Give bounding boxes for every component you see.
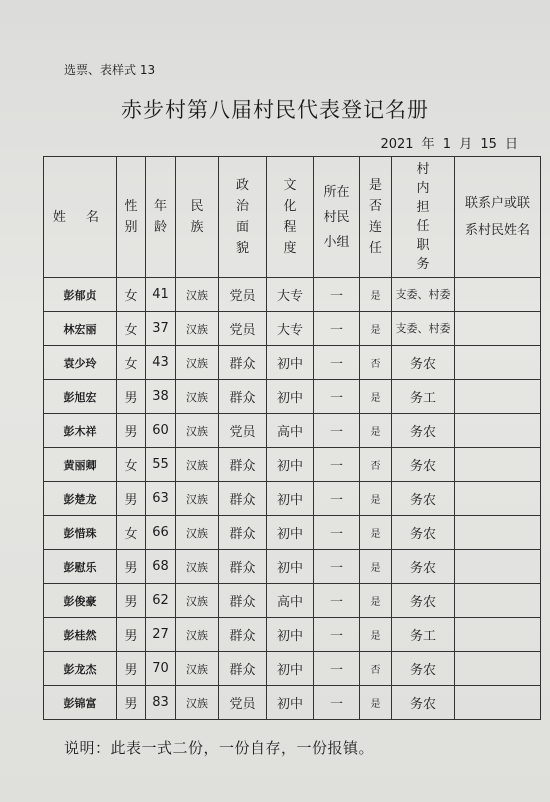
cell-duty: 务农 (392, 584, 455, 618)
cell-reelected: 否 (360, 346, 392, 380)
cell-age: 37 (146, 312, 176, 346)
cell-politics: 群众 (219, 618, 267, 652)
cell-contact (455, 448, 541, 482)
cell-group: 一 (314, 516, 360, 550)
table-header-row (44, 157, 541, 278)
cell-group: 一 (314, 618, 360, 652)
cell-contact (455, 346, 541, 380)
cell-education: 初中 (267, 482, 314, 516)
table-row (44, 346, 541, 380)
cell-sex: 男 (117, 482, 146, 516)
cell-name: 彭楚龙 (44, 482, 117, 516)
cell-politics: 群众 (219, 380, 267, 414)
cell-age: 83 (146, 686, 176, 720)
cell-name: 彭惜珠 (44, 516, 117, 550)
cell-duty: 务工 (392, 380, 455, 414)
cell-name: 袁少玲 (44, 346, 117, 380)
registration-date: 2021 年 1 月 15 日 (380, 137, 518, 152)
cell-sex: 女 (117, 448, 146, 482)
cell-name: 彭俊豪 (44, 584, 117, 618)
cell-education: 初中 (267, 686, 314, 720)
cell-contact (455, 312, 541, 346)
cell-group: 一 (314, 686, 360, 720)
cell-ethnicity: 汉族 (176, 652, 219, 686)
header-politics: 政治面貌 (219, 157, 267, 278)
cell-education: 大专 (267, 312, 314, 346)
cell-group: 一 (314, 380, 360, 414)
cell-reelected: 否 (360, 652, 392, 686)
cell-reelected: 是 (360, 584, 392, 618)
cell-sex: 女 (117, 346, 146, 380)
table-row (44, 482, 541, 516)
cell-duty: 务工 (392, 618, 455, 652)
cell-reelected: 是 (360, 414, 392, 448)
cell-politics: 群众 (219, 516, 267, 550)
cell-education: 高中 (267, 414, 314, 448)
cell-ethnicity: 汉族 (176, 414, 219, 448)
cell-name: 彭锦富 (44, 686, 117, 720)
cell-group: 一 (314, 346, 360, 380)
cell-ethnicity: 汉族 (176, 380, 219, 414)
table-row (44, 380, 541, 414)
cell-group: 一 (314, 482, 360, 516)
cell-ethnicity: 汉族 (176, 346, 219, 380)
cell-ethnicity: 汉族 (176, 686, 219, 720)
header-sex: 性别 (117, 157, 146, 278)
cell-contact (455, 652, 541, 686)
cell-reelected: 是 (360, 550, 392, 584)
cell-reelected: 是 (360, 516, 392, 550)
cell-education: 初中 (267, 380, 314, 414)
header-ethnicity: 民族 (176, 157, 219, 278)
cell-age: 41 (146, 278, 176, 312)
cell-reelected: 是 (360, 686, 392, 720)
cell-age: 38 (146, 380, 176, 414)
cell-politics: 党员 (219, 312, 267, 346)
table-row (44, 448, 541, 482)
cell-group: 一 (314, 448, 360, 482)
cell-reelected: 是 (360, 278, 392, 312)
cell-contact (455, 482, 541, 516)
cell-contact (455, 516, 541, 550)
table-row (44, 312, 541, 346)
cell-sex: 男 (117, 584, 146, 618)
cell-education: 初中 (267, 550, 314, 584)
table-row (44, 414, 541, 448)
table-row (44, 550, 541, 584)
cell-age: 63 (146, 482, 176, 516)
header-name: 姓 名 (44, 157, 117, 278)
cell-sex: 男 (117, 618, 146, 652)
table-row (44, 584, 541, 618)
cell-duty: 务农 (392, 516, 455, 550)
cell-age: 55 (146, 448, 176, 482)
cell-education: 初中 (267, 448, 314, 482)
header-age: 年龄 (146, 157, 176, 278)
cell-contact (455, 380, 541, 414)
cell-duty: 务农 (392, 686, 455, 720)
header-duty: 村内担任职务 (392, 157, 455, 278)
cell-reelected: 是 (360, 482, 392, 516)
cell-ethnicity: 汉族 (176, 448, 219, 482)
cell-politics: 党员 (219, 414, 267, 448)
cell-ethnicity: 汉族 (176, 312, 219, 346)
cell-name: 彭郁贞 (44, 278, 117, 312)
cell-group: 一 (314, 312, 360, 346)
cell-politics: 党员 (219, 278, 267, 312)
cell-education: 初中 (267, 618, 314, 652)
cell-sex: 女 (117, 516, 146, 550)
cell-sex: 男 (117, 550, 146, 584)
cell-age: 43 (146, 346, 176, 380)
cell-ethnicity: 汉族 (176, 516, 219, 550)
cell-politics: 群众 (219, 346, 267, 380)
cell-duty: 务农 (392, 652, 455, 686)
cell-name: 彭旭宏 (44, 380, 117, 414)
cell-duty: 务农 (392, 482, 455, 516)
cell-contact (455, 550, 541, 584)
cell-contact (455, 686, 541, 720)
cell-ethnicity: 汉族 (176, 618, 219, 652)
header-reelected: 是否连任 (360, 157, 392, 278)
cell-politics: 群众 (219, 448, 267, 482)
cell-education: 高中 (267, 584, 314, 618)
table-row (44, 686, 541, 720)
cell-reelected: 否 (360, 448, 392, 482)
cell-politics: 党员 (219, 686, 267, 720)
header-group: 所在村民小组 (314, 157, 360, 278)
table-row (44, 516, 541, 550)
cell-contact (455, 414, 541, 448)
cell-politics: 群众 (219, 550, 267, 584)
cell-duty: 务农 (392, 346, 455, 380)
table-row (44, 278, 541, 312)
cell-ethnicity: 汉族 (176, 482, 219, 516)
cell-group: 一 (314, 414, 360, 448)
cell-ethnicity: 汉族 (176, 584, 219, 618)
cell-education: 初中 (267, 652, 314, 686)
page-title: 赤步村第八届村民代表登记名册 (121, 98, 429, 122)
cell-name: 林宏丽 (44, 312, 117, 346)
cell-education: 初中 (267, 346, 314, 380)
table-row (44, 652, 541, 686)
cell-education: 初中 (267, 516, 314, 550)
table-row (44, 618, 541, 652)
cell-sex: 女 (117, 312, 146, 346)
cell-sex: 男 (117, 686, 146, 720)
cell-age: 62 (146, 584, 176, 618)
cell-ethnicity: 汉族 (176, 550, 219, 584)
cell-duty: 务农 (392, 550, 455, 584)
cell-reelected: 是 (360, 380, 392, 414)
cell-education: 大专 (267, 278, 314, 312)
footnote: 说明：此表一式二份，一份自存，一份报镇。 (64, 739, 375, 757)
form-code: 选票、表样式 13 (64, 63, 156, 77)
cell-contact (455, 278, 541, 312)
header-education: 文化程度 (267, 157, 314, 278)
cell-reelected: 是 (360, 618, 392, 652)
cell-age: 60 (146, 414, 176, 448)
cell-duty: 支委、村委 (392, 278, 455, 312)
cell-age: 70 (146, 652, 176, 686)
cell-ethnicity: 汉族 (176, 278, 219, 312)
representative-roster-table (43, 156, 541, 720)
cell-contact (455, 584, 541, 618)
cell-age: 66 (146, 516, 176, 550)
cell-name: 黄丽卿 (44, 448, 117, 482)
cell-contact (455, 618, 541, 652)
cell-politics: 群众 (219, 652, 267, 686)
cell-age: 68 (146, 550, 176, 584)
cell-sex: 男 (117, 414, 146, 448)
cell-sex: 男 (117, 380, 146, 414)
cell-politics: 群众 (219, 584, 267, 618)
cell-duty: 务农 (392, 414, 455, 448)
cell-name: 彭慰乐 (44, 550, 117, 584)
cell-duty: 务农 (392, 448, 455, 482)
cell-name: 彭桂然 (44, 618, 117, 652)
cell-group: 一 (314, 652, 360, 686)
cell-name: 彭龙杰 (44, 652, 117, 686)
cell-name: 彭木祥 (44, 414, 117, 448)
cell-politics: 群众 (219, 482, 267, 516)
cell-group: 一 (314, 550, 360, 584)
cell-reelected: 是 (360, 312, 392, 346)
cell-group: 一 (314, 584, 360, 618)
header-contact: 联系户或联系村民姓名 (455, 157, 541, 278)
roster-body (44, 278, 541, 720)
cell-sex: 男 (117, 652, 146, 686)
cell-duty: 支委、村委 (392, 312, 455, 346)
cell-age: 27 (146, 618, 176, 652)
cell-sex: 女 (117, 278, 146, 312)
cell-group: 一 (314, 278, 360, 312)
